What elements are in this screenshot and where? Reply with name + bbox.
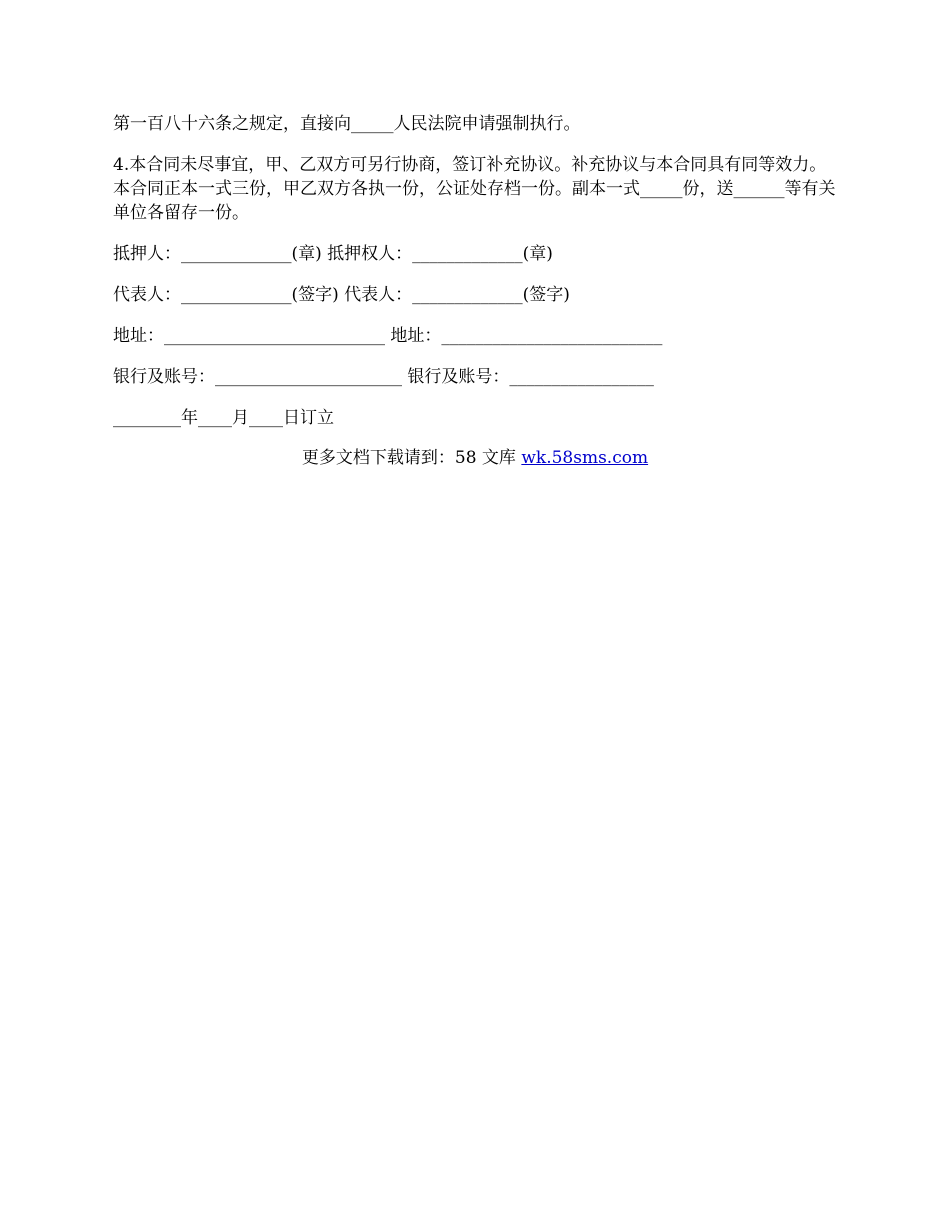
signature-block: [113, 242, 838, 430]
paragraph-enforcement: 第一百八十六条之规定，直接向_____人民法院申请强制执行。: [113, 114, 581, 134]
mortgagor-line: 抵押人：_____________(章) 抵押权人：_____________(章): [113, 244, 553, 264]
footer-text: 更多文档下载请到：58 文库: [301, 448, 522, 468]
date-line: ________年____月____日订立: [113, 408, 334, 428]
download-footer: [0, 446, 950, 470]
representative-line: 代表人：_____________(签字) 代表人：_____________(签字): [113, 285, 570, 305]
bank-account-line: 银行及账号：______________________ 银行及账号：_________________: [113, 367, 654, 387]
paragraph-supplementary-terms: 4.本合同未尽事宜，甲、乙双方可另行协商，签订补充协议。补充协议与本合同具有同等效力。 本合同正本一式三份，甲乙双方各执一份，公证处存档一份。副本一式_____份，送______等有关单位各留存一份。: [113, 155, 852, 223]
footer-link[interactable]: wk.58sms.com: [521, 448, 649, 468]
address-line: 地址：__________________________ 地址：__________________________: [113, 326, 663, 346]
document-body: [113, 112, 852, 447]
